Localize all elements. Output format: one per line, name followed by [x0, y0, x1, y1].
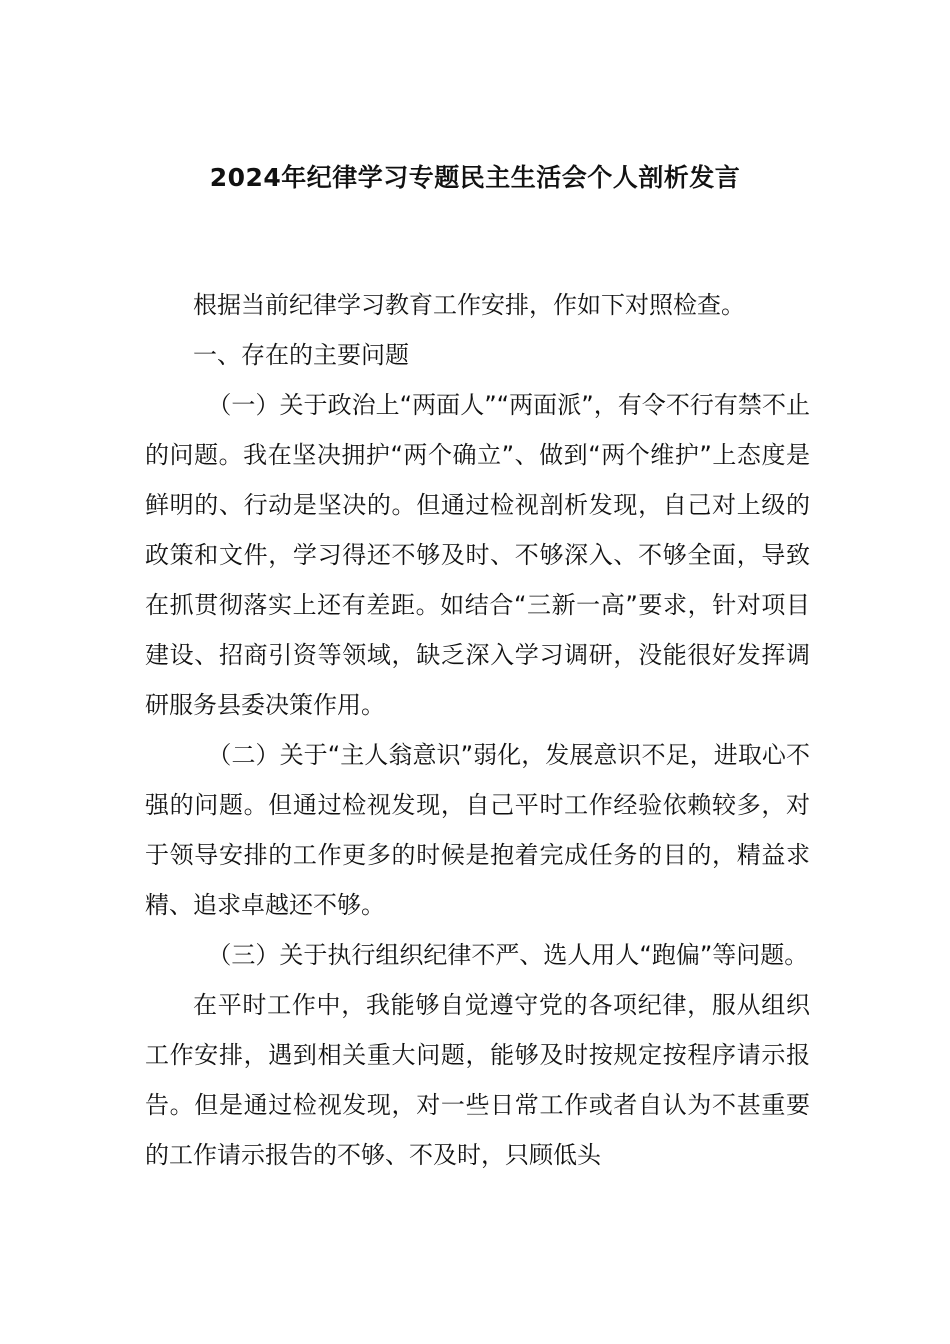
section-heading: 一、存在的主要问题	[193, 341, 409, 369]
paragraph-issue-3-body: 在平时工作中，我能够自觉遵守党的各项纪律，服从组织工作安排，遇到相关重大问题，能够及时按规定按程序请示报告。但是通过检视发现，对一些日常工作或者自认为不甚重要的工作请示报告的不够、不及时，只顾低头	[145, 991, 810, 1169]
paragraph-intro: 根据当前纪律学习教育工作安排，作如下对照检查。	[193, 291, 745, 319]
paragraph-issue-1: （一）关于政治上“两面人”“两面派”，有令不行有禁不止的问题。我在坚决拥护“两个确立”、做到“两个维护”上态度是鲜明的、行动是坚决的。但通过检视剖析发现，自己对上级的政策和文件，学习得还不够及时、不够深入、不够全面，导致在抓贯彻落实上还有差距。如结合“三新一高”要求，针对项目建设、招商引资等领域，缺乏深入学习调研，没能很好发挥调研服务县委决策作用。	[145, 391, 810, 719]
paragraph-issue-2: （二）关于“主人翁意识”弱化，发展意识不足，进取心不强的问题。但通过检视发现，自己平时工作经验依赖较多，对于领导安排的工作更多的时候是抱着完成任务的目的，精益求精、追求卓越还不够。	[145, 741, 810, 919]
document-title: 2024年纪律学习专题民主生活会个人剖析发言	[209, 163, 741, 192]
paragraph-issue-3-heading: （三）关于执行组织纪律不严、选人用人“跑偏”等问题。	[207, 941, 809, 969]
document-body	[145, 280, 810, 1180]
